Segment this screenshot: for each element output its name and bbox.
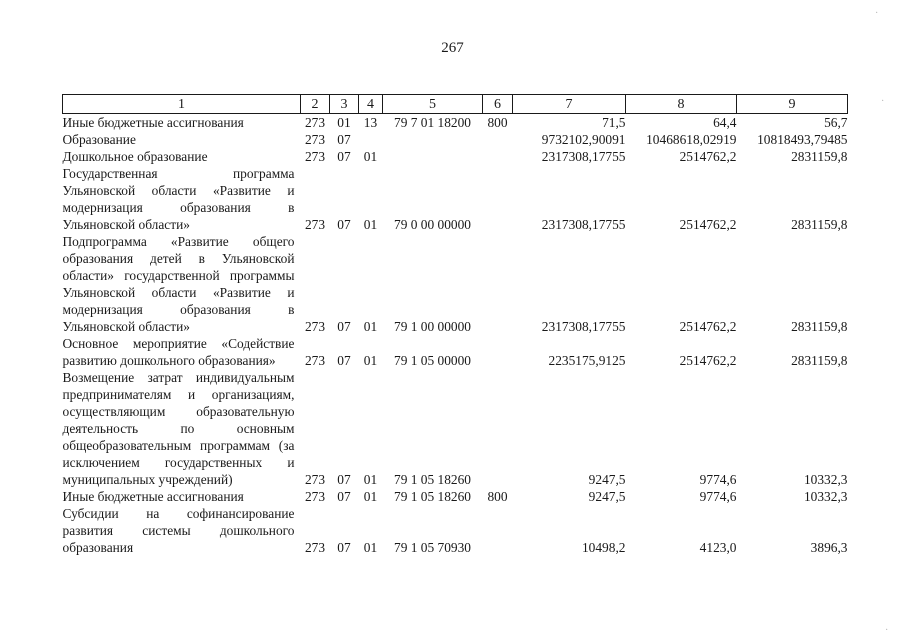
cell-amount-8: 2514762,2: [679, 217, 737, 232]
cell-amount-9: 56,7: [824, 115, 848, 130]
cell-ministry: 273: [304, 472, 326, 487]
cell-section: 07: [337, 149, 351, 164]
cell-target: 79 1 05 18260: [394, 472, 471, 487]
table-row: [63, 505, 848, 556]
cell-section: 07: [337, 217, 351, 232]
column-header: 6: [483, 95, 513, 114]
cell-amount-7: 10498,2: [581, 540, 626, 555]
row-name: Дошкольное образование: [62, 149, 208, 164]
table-row: [63, 488, 848, 505]
cell-amount-7: 71,5: [602, 115, 626, 130]
cell-subsection: 13: [363, 115, 378, 130]
table-row: [63, 233, 848, 335]
column-header: 2: [301, 95, 330, 114]
cell-section: 07: [337, 472, 351, 487]
cell-amount-9: 10332,3: [803, 472, 848, 487]
column-header: 3: [330, 95, 359, 114]
cell-subsection: 01: [363, 149, 378, 164]
cell-expense-type: [483, 165, 513, 233]
cell-amount-7: 9247,5: [588, 472, 626, 487]
cell-amount-9: 3896,3: [810, 540, 848, 555]
cell-amount-7: 2317308,17755: [541, 149, 626, 164]
row-name: Основное мероприятие «Содействие развитию дошкольного образования»: [62, 336, 295, 368]
cell-ministry: 273: [304, 353, 326, 368]
cell-amount-8: 9774,6: [699, 489, 737, 504]
cell-section: 07: [337, 353, 351, 368]
cell-section: 07: [337, 132, 351, 147]
cell-subsection: [359, 131, 383, 148]
cell-expense-type: [483, 148, 513, 165]
table-row: [63, 335, 848, 369]
table-header-row: [63, 95, 848, 114]
row-name: Возмещение затрат индивидуальным предпринимателям и организациям, осуществляющим образовательную деятельность по основным общеобразовательным программам (за исключением государственных и муниципальных учреждений): [62, 370, 295, 487]
column-header: 1: [63, 95, 301, 114]
table-row: [63, 165, 848, 233]
cell-expense-type: 800: [487, 489, 508, 504]
cell-subsection: 01: [363, 353, 378, 368]
cell-amount-8: 2514762,2: [679, 319, 737, 334]
cell-amount-7: 2235175,9125: [548, 353, 626, 368]
cell-amount-9: 10332,3: [803, 489, 848, 504]
cell-amount-8: 4123,0: [699, 540, 737, 555]
cell-ministry: 273: [304, 489, 326, 504]
cell-amount-8: 64,4: [713, 115, 737, 130]
table-row: [63, 131, 848, 148]
cell-target: 79 1 05 70930: [394, 540, 471, 555]
cell-amount-8: 2514762,2: [679, 149, 737, 164]
cell-amount-8: 10468618,02919: [646, 132, 737, 147]
cell-amount-7: 9247,5: [588, 489, 626, 504]
row-name: Иные бюджетные ассигнования: [62, 115, 244, 130]
cell-expense-type: [483, 131, 513, 148]
cell-amount-9: 2831159,8: [791, 149, 848, 164]
cell-amount-9: 2831159,8: [791, 217, 848, 232]
row-name: Образование: [62, 132, 136, 147]
table-body: [63, 114, 848, 557]
cell-target: 79 1 05 18260: [394, 489, 471, 504]
column-header: 9: [737, 95, 848, 114]
cell-subsection: 01: [363, 319, 378, 334]
table-row: [63, 114, 848, 132]
cell-subsection: 01: [363, 540, 378, 555]
cell-section: 07: [337, 489, 351, 504]
cell-ministry: 273: [304, 319, 326, 334]
cell-target: 79 1 00 00000: [394, 319, 471, 334]
cell-amount-8: 2514762,2: [679, 353, 737, 368]
row-name: Государственная программа Ульяновской области «Развитие и модернизация образования в Ульяновской области»: [62, 166, 295, 232]
cell-target: 79 7 01 18200: [394, 115, 471, 130]
cell-section: 07: [337, 319, 351, 334]
column-header: 5: [383, 95, 483, 114]
row-name: Подпрограмма «Развитие общего образования детей в Ульяновской области» государственной программы Ульяновской области «Развитие и модернизация образования в Ульяновской области»: [62, 234, 295, 334]
cell-ministry: 273: [304, 132, 326, 147]
cell-amount-7: 2317308,17755: [541, 217, 626, 232]
cell-amount-9: 10818493,79485: [757, 132, 848, 147]
page-number: 267: [441, 40, 464, 56]
cell-amount-9: 2831159,8: [791, 353, 848, 368]
column-header: 8: [626, 95, 737, 114]
scan-mark: ·: [881, 96, 885, 107]
cell-target: 79 0 00 00000: [394, 217, 471, 232]
cell-section: 07: [337, 540, 351, 555]
cell-ministry: 273: [304, 540, 326, 555]
cell-expense-type: 800: [487, 115, 508, 130]
budget-table: [62, 94, 848, 556]
cell-amount-7: 9732102,90091: [541, 132, 626, 147]
column-header: 4: [359, 95, 383, 114]
cell-amount-9: 2831159,8: [791, 319, 848, 334]
scan-mark: ·: [875, 8, 879, 19]
cell-expense-type: [483, 233, 513, 335]
cell-ministry: 273: [304, 115, 326, 130]
scan-mark: ·: [885, 625, 889, 636]
cell-target: 79 1 05 00000: [394, 353, 471, 368]
cell-subsection: 01: [363, 217, 378, 232]
row-name: Субсидии на софинансирование развития системы дошкольного образования: [62, 506, 295, 555]
cell-target: [383, 148, 483, 165]
cell-expense-type: [483, 505, 513, 556]
cell-ministry: 273: [304, 217, 326, 232]
cell-subsection: 01: [363, 489, 378, 504]
table-row: [63, 148, 848, 165]
row-name: Иные бюджетные ассигнования: [62, 489, 244, 504]
column-header: 7: [513, 95, 626, 114]
cell-target: [383, 131, 483, 148]
cell-subsection: 01: [363, 472, 378, 487]
cell-expense-type: [483, 335, 513, 369]
cell-expense-type: [483, 369, 513, 488]
cell-ministry: 273: [304, 149, 326, 164]
table-row: [63, 369, 848, 488]
cell-section: 01: [337, 115, 351, 130]
cell-amount-7: 2317308,17755: [541, 319, 626, 334]
cell-amount-8: 9774,6: [699, 472, 737, 487]
